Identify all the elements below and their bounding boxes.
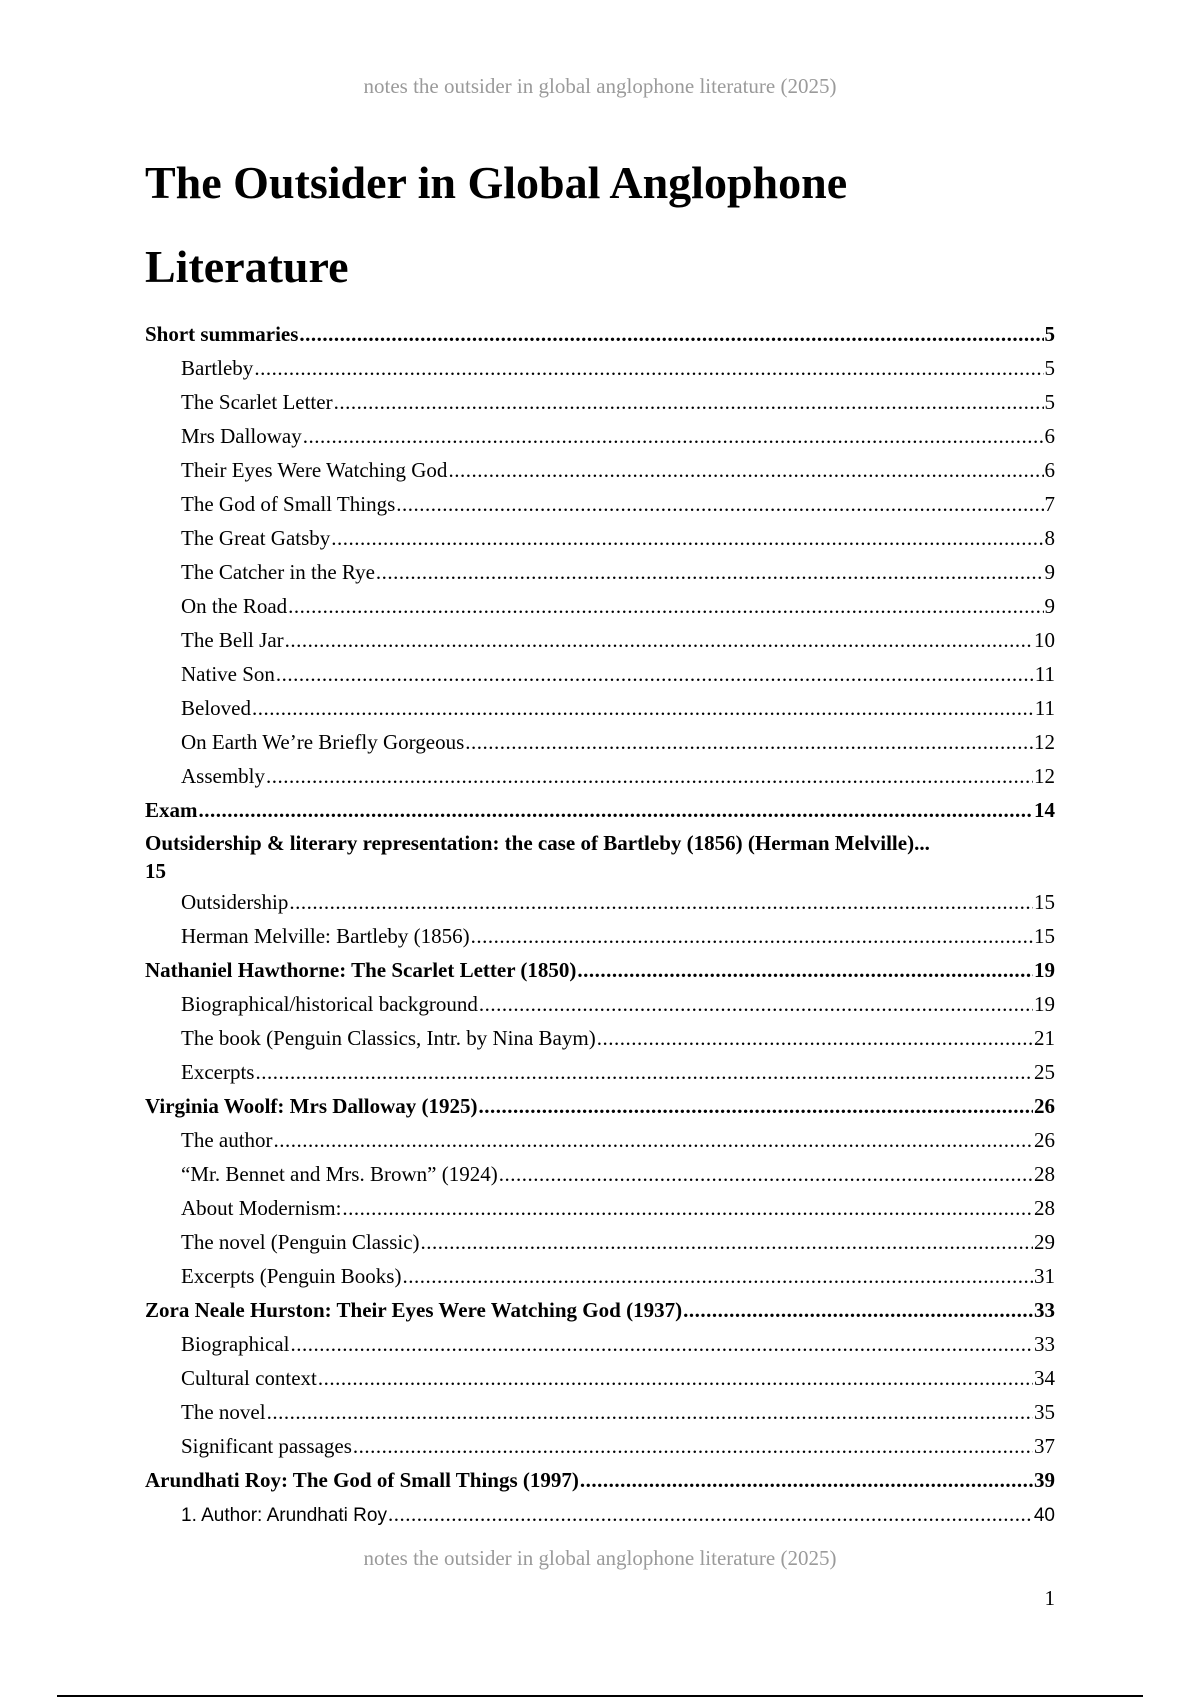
- toc-page-number: 11: [1034, 662, 1055, 686]
- toc-page-number: 31: [1034, 1264, 1055, 1288]
- toc-dot-leader: [289, 885, 1033, 919]
- toc-entry-label: Assembly: [181, 764, 265, 788]
- toc-page-number: 37: [1034, 1434, 1055, 1458]
- toc-entry-label: Beloved: [181, 696, 251, 720]
- toc-page-number: 35: [1034, 1400, 1055, 1424]
- page-number: 1: [1044, 1586, 1055, 1610]
- toc-page-number: 7: [1044, 492, 1055, 516]
- toc-section-entry[interactable]: [145, 953, 1055, 987]
- toc-entry-label: About Modernism:: [181, 1196, 342, 1220]
- toc-section-entry[interactable]: [145, 1463, 1055, 1497]
- toc-entry-label: 1. Author: Arundhati Roy: [181, 1505, 387, 1526]
- toc-page-number: 19: [1034, 958, 1055, 982]
- toc-subsection-entry[interactable]: [145, 419, 1055, 453]
- toc-dot-leader: [334, 385, 1044, 419]
- toc-section-entry[interactable]: [145, 317, 1055, 351]
- toc-dot-leader: [683, 1293, 1033, 1327]
- toc-dot-leader: [376, 555, 1044, 589]
- toc-page-number: 21: [1034, 1026, 1055, 1050]
- toc-section-entry[interactable]: [145, 1089, 1055, 1123]
- toc-page-number: 9: [1044, 594, 1055, 618]
- toc-entry-label: Their Eyes Were Watching God: [181, 458, 448, 482]
- toc-subsection-entry[interactable]: [145, 1497, 1055, 1531]
- toc-page-number: 28: [1034, 1196, 1055, 1220]
- toc-subsection-entry[interactable]: [145, 487, 1055, 521]
- toc-dot-leader: [303, 419, 1044, 453]
- toc-page-number: 26: [1034, 1094, 1055, 1118]
- toc-subsection-entry[interactable]: [145, 759, 1055, 793]
- toc-subsection-entry[interactable]: [145, 657, 1055, 691]
- toc-entry-label: The book (Penguin Classics, Intr. by Nina Baym): [181, 1026, 596, 1050]
- toc-subsection-entry[interactable]: [145, 1361, 1055, 1395]
- toc-subsection-entry[interactable]: [145, 521, 1055, 555]
- toc-page-number: 12: [1034, 764, 1055, 788]
- toc-entry-label: The novel: [181, 1400, 266, 1424]
- toc-subsection-entry[interactable]: [145, 589, 1055, 623]
- toc-dot-leader: [353, 1429, 1033, 1463]
- toc-dot-leader: [276, 657, 1034, 691]
- toc-page-number: 25: [1034, 1060, 1055, 1084]
- toc-subsection-entry[interactable]: [145, 725, 1055, 759]
- toc-dot-leader: [421, 1225, 1033, 1259]
- toc-dot-leader: [342, 1191, 1033, 1225]
- toc-dot-leader: [448, 453, 1043, 487]
- toc-entry-label: Short summaries: [145, 322, 299, 346]
- toc-dot-leader: [388, 1497, 1033, 1531]
- toc-entry-label: Excerpts: [181, 1060, 255, 1084]
- toc-entry-label: Mrs Dalloway: [181, 424, 302, 448]
- toc-subsection-entry[interactable]: [145, 1157, 1055, 1191]
- toc-entry-label: Exam: [145, 798, 198, 822]
- toc-entry-label: Nathaniel Hawthorne: The Scarlet Letter (1850): [145, 958, 577, 982]
- toc-subsection-entry[interactable]: [145, 987, 1055, 1021]
- toc-entry-label: Native Son: [181, 662, 275, 686]
- page-footer: notes the outsider in global anglophone literature (2025): [363, 1546, 837, 1570]
- toc-entry-label: The Bell Jar: [181, 628, 284, 652]
- toc-subsection-entry[interactable]: [145, 1123, 1055, 1157]
- toc-entry-label: Biographical: [181, 1332, 290, 1356]
- toc-dot-leader: [266, 759, 1033, 793]
- toc-entry-label: Excerpts (Penguin Books): [181, 1264, 402, 1288]
- toc-section-entry[interactable]: [145, 1293, 1055, 1327]
- toc-page-number: 6: [1044, 458, 1055, 482]
- toc-dot-leader: [285, 623, 1033, 657]
- toc-page-number: 15: [1034, 890, 1055, 914]
- toc-entry-label: The Catcher in the Rye: [181, 560, 375, 584]
- toc-dot-leader: [255, 1055, 1033, 1089]
- toc-subsection-entry[interactable]: [145, 1327, 1055, 1361]
- toc-subsection-entry[interactable]: [145, 1429, 1055, 1463]
- toc-dot-leader: [199, 793, 1034, 827]
- toc-dot-leader: [252, 691, 1034, 725]
- toc-subsection-entry[interactable]: [145, 453, 1055, 487]
- document-title: The Outsider in Global Anglophone Literature: [145, 157, 848, 292]
- toc-subsection-entry[interactable]: [145, 1021, 1055, 1055]
- toc-page-number: 26: [1034, 1128, 1055, 1152]
- toc-dot-leader: [290, 1327, 1033, 1361]
- toc-page-number: 14: [1034, 798, 1055, 822]
- toc-entry-label: Virginia Woolf: Mrs Dalloway (1925): [145, 1094, 478, 1118]
- toc-subsection-entry[interactable]: [145, 1225, 1055, 1259]
- toc-entry-label: Outsidership & literary representation: the case of Bartleby (1856) (Herman Melville)...: [145, 831, 930, 855]
- toc-subsection-entry[interactable]: [145, 1191, 1055, 1225]
- toc-entry-label: The novel (Penguin Classic): [181, 1230, 420, 1254]
- toc-entry-label: Bartleby: [181, 356, 254, 380]
- toc-page-number: 5: [1044, 356, 1055, 380]
- toc-entry-label: Outsidership: [181, 890, 289, 914]
- toc-dot-leader: [499, 1157, 1033, 1191]
- toc-entry-label: The God of Small Things: [181, 492, 396, 516]
- toc-dot-leader: [402, 1259, 1033, 1293]
- toc-dot-leader: [288, 589, 1043, 623]
- toc-subsection-entry[interactable]: [145, 385, 1055, 419]
- toc-subsection-entry[interactable]: [145, 919, 1055, 953]
- toc-dot-leader: [597, 1021, 1033, 1055]
- toc-dot-leader: [577, 953, 1033, 987]
- toc-dot-leader: [465, 725, 1033, 759]
- toc-entry-label: “Mr. Bennet and Mrs. Brown” (1924): [181, 1162, 498, 1186]
- page-bottom-rule: [57, 1695, 1143, 1697]
- toc-subsection-entry[interactable]: [145, 1395, 1055, 1429]
- toc-dot-leader: [318, 1361, 1033, 1395]
- page-header: notes the outsider in global anglophone literature (2025): [363, 74, 837, 98]
- toc-dot-leader: [254, 351, 1043, 385]
- toc-dot-leader: [331, 521, 1043, 555]
- toc-page-number: 10: [1034, 628, 1055, 652]
- toc-page-number: 15: [1034, 924, 1055, 948]
- toc-page-number: 6: [1044, 424, 1055, 448]
- toc-subsection-entry[interactable]: [145, 351, 1055, 385]
- toc-entry-label: Zora Neale Hurston: Their Eyes Were Watching God (1937): [145, 1298, 683, 1322]
- toc-entry-label: On the Road: [181, 594, 288, 618]
- toc-dot-leader: [471, 919, 1033, 953]
- toc-entry-label: Biographical/historical background: [181, 992, 478, 1016]
- toc-dot-leader: [267, 1395, 1033, 1429]
- toc-page-number: 5: [1044, 390, 1055, 414]
- toc-page-number: 5: [1044, 322, 1055, 346]
- toc-section-entry[interactable]: [145, 793, 1055, 827]
- toc-page-number: 33: [1034, 1298, 1055, 1322]
- toc-page-number: 29: [1034, 1230, 1055, 1254]
- toc-subsection-entry[interactable]: [145, 555, 1055, 589]
- toc-entry-label: Significant passages: [181, 1434, 352, 1458]
- table-of-contents: [145, 317, 1055, 1531]
- toc-subsection-entry[interactable]: [145, 885, 1055, 919]
- toc-entry-label: Herman Melville: Bartleby (1856): [181, 924, 470, 948]
- toc-dot-leader: [274, 1123, 1033, 1157]
- toc-entry-label: The Scarlet Letter: [181, 390, 333, 414]
- toc-subsection-entry[interactable]: [145, 623, 1055, 657]
- toc-entry-label: Cultural context: [181, 1366, 317, 1390]
- toc-page-number: 40: [1033, 1505, 1055, 1526]
- toc-page-number: 11: [1034, 696, 1055, 720]
- toc-entry-label: The author: [181, 1128, 273, 1152]
- toc-dot-leader: [299, 317, 1043, 351]
- toc-page-number: 8: [1044, 526, 1055, 550]
- toc-page-number: 9: [1044, 560, 1055, 584]
- toc-entry-label: On Earth We’re Briefly Gorgeous: [181, 730, 465, 754]
- toc-dot-leader: [479, 987, 1033, 1021]
- toc-page-number: 12: [1034, 730, 1055, 754]
- toc-subsection-entry[interactable]: [145, 1259, 1055, 1293]
- toc-page-number: 28: [1034, 1162, 1055, 1186]
- toc-page-number: 19: [1034, 992, 1055, 1016]
- toc-subsection-entry[interactable]: [145, 691, 1055, 725]
- toc-subsection-entry[interactable]: [145, 1055, 1055, 1089]
- toc-entry-label: The Great Gatsby: [181, 526, 331, 550]
- toc-page-number: 33: [1034, 1332, 1055, 1356]
- toc-entry-label: Arundhati Roy: The God of Small Things (1997): [145, 1468, 579, 1492]
- toc-page-number: 39: [1034, 1468, 1055, 1492]
- toc-section-entry[interactable]: [145, 827, 1055, 885]
- toc-dot-leader: [396, 487, 1043, 521]
- toc-page-number: 15: [145, 859, 166, 883]
- toc-page-number: 34: [1034, 1366, 1055, 1390]
- toc-dot-leader: [478, 1089, 1033, 1123]
- toc-dot-leader: [580, 1463, 1033, 1497]
